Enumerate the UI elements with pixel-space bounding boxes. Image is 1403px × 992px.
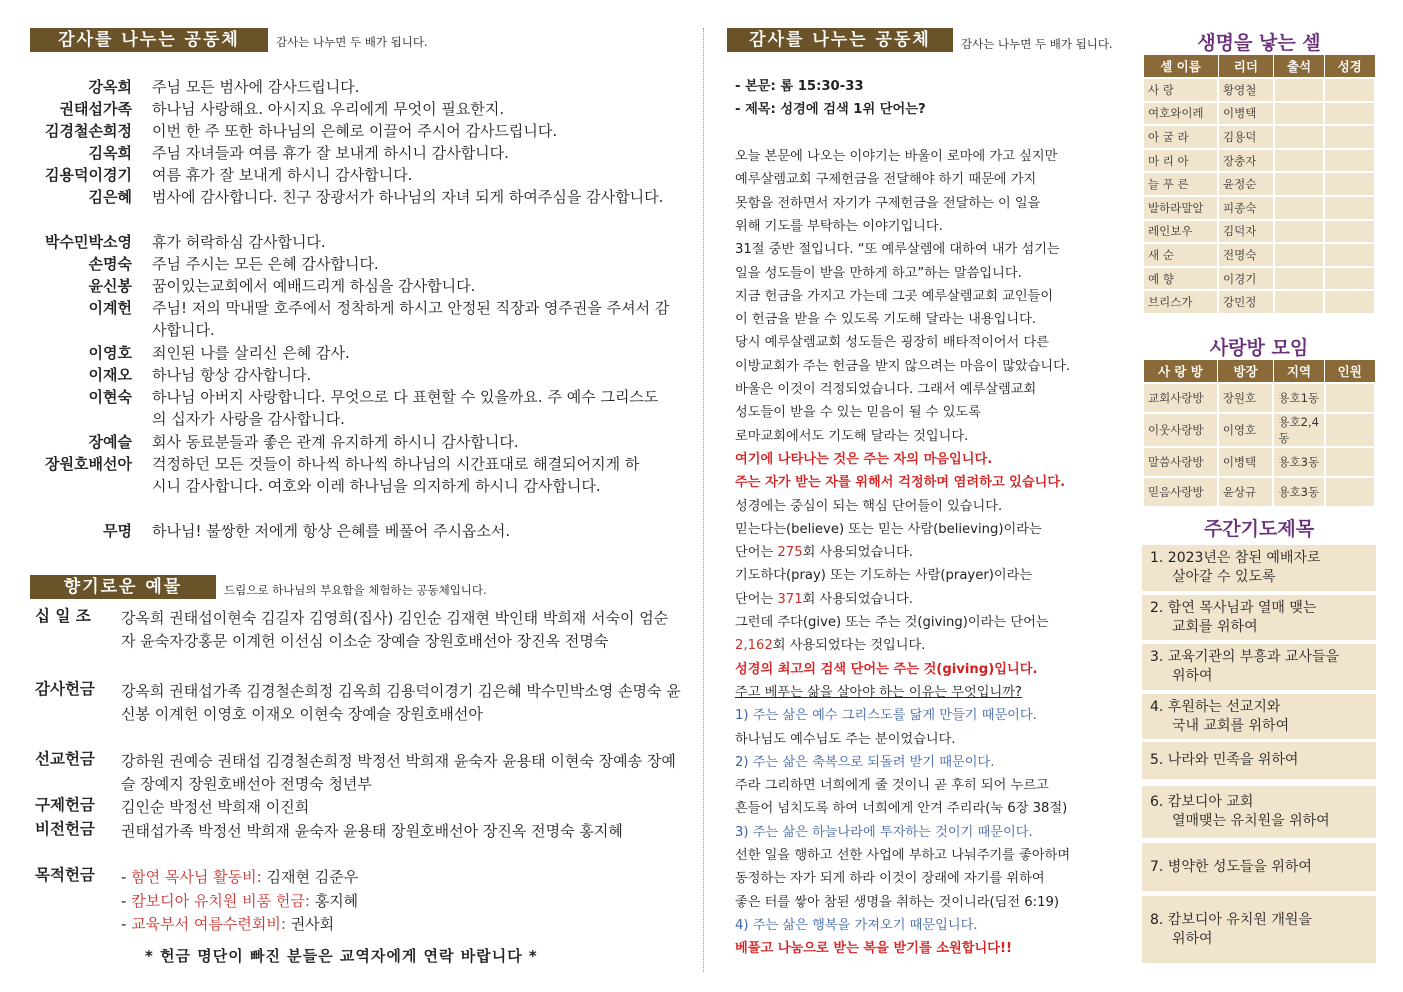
sermon-line: 성경의 최고의 검색 단어는 주는 것(giving)입니다. [735,661,1038,677]
cell-table-cell [1274,196,1325,220]
prayer-line-2: 열매맺는 유치원을 위하여 [1172,813,1330,829]
sermon-line: 로마교회에서도 기도해 달라는 것입니다. [735,428,969,444]
sermon-line: 여기에 나타나는 것은 주는 자의 마음입니다. [735,451,993,467]
room-table-row [1143,383,1375,413]
sermon-line: 주는 자가 받는 자를 위해서 걱정하며 염려하고 있습니다. [735,475,1066,491]
offering-names: 강옥희 권태섭가족 김경철손희정 김옥희 김용덕이경기 김은혜 박수민박소영 손명숙 윤신봉 이계헌 이영호 이재오 이현숙 장예슬 장원호배선아 [121,682,681,724]
purpose-dash: - [121,915,132,933]
thanks-text: 주님 자녀들과 여름 휴가 잘 보내게 하시니 감사합니다. [152,144,509,162]
sermon-line: 일을 성도들이 받을 만하게 하고”하는 말씀입니다. [735,265,1022,281]
room-table-row [1143,447,1375,477]
thanks-name: 강옥희 [88,78,132,96]
offering-names: 강옥희 권태섭이현숙 김길자 김영희(집사) 김인순 김재현 박인태 박희재 서숙이 엄순자 윤숙자강홍문 이계헌 이선심 이소순 장예슬 장원호배선아 장진옥 전명숙 [121,609,669,651]
offering-notice: * 헌금 명단이 빠진 분들은 교역자에게 연락 바랍니다 * [145,947,538,965]
offering-header-subtitle: 드림으로 하나님의 부요함을 체험하는 공동체입니다. [224,583,487,597]
cell-table-row [1143,125,1375,149]
cell-table-cell [1324,78,1375,102]
cell-table-header: 출석 [1274,55,1325,79]
room-table-cell: 용호3동 [1273,477,1324,507]
sermon-line: 2) 주는 삶은 축복으로 되돌려 받기 때문이다. [735,754,995,770]
cell-table-row [1143,267,1375,291]
purpose-names: 김재현 김준우 [261,868,359,886]
cell-table-header: 성경 [1324,55,1375,79]
cell-table-cell [1274,149,1325,173]
cell-section-title: 생명을 낳는 셀 [1197,32,1321,54]
cell-table-cell [1324,243,1375,267]
cell-table-row [1143,172,1375,196]
thanks-text: 하나님 항상 감사합니다. [152,366,312,384]
room-table-cell: 윤상규 [1218,477,1274,507]
cell-table-cell: 여호와이레 [1143,102,1218,126]
sermon-line: 3) 주는 삶은 하늘나라에 투자하는 것이기 때문이다. [735,824,1033,840]
offering-category: 목적헌금 [35,866,95,884]
thanks-name: 손명숙 [88,255,132,273]
thanks-name: 이계헌 [88,299,132,317]
thanks-name: 이현숙 [88,388,132,406]
thanks-text: 걱정하던 모든 것들이 하나씩 하나씩 하나님의 시간표대로 해결되어지게 하시니 감사합니다. 여호와 이레 하나님을 의지하게 하시니 감사합니다. [152,455,640,496]
sermon-line: 성경에는 중심이 되는 핵심 단어들이 있습니다. [735,498,1003,514]
cell-table-cell: 사 랑 [1143,78,1218,102]
sermon-count: 275 [777,545,803,561]
room-table-cell: 말씀사랑방 [1143,447,1218,477]
cell-table-cell [1324,267,1375,291]
thanks-header-title: 감사를 나누는 공동체 [30,28,268,52]
prayer-text [1150,858,1312,877]
thanks-name: 장예슬 [88,433,132,451]
cell-table-row [1143,149,1375,173]
sermon-line: 이방교회가 주는 헌금을 받지 않으려는 마음이 많았습니다. [735,358,1071,374]
thanks-text: 휴가 허락하심 감사합니다. [152,233,326,251]
cell-table-cell: 김덕자 [1218,220,1274,244]
cell-table-header: 셀 이름 [1143,55,1218,79]
cell-table-cell: 레인보우 [1143,220,1218,244]
prayer-text [1150,911,1312,949]
prayer-item [1142,896,1376,963]
cell-table-row [1143,196,1375,220]
cell-table-cell [1274,267,1325,291]
offering-names: 김인순 박정선 박희재 이진희 [121,798,310,816]
prayer-text [1150,793,1330,831]
thanks-text: 주님 주시는 모든 은혜 감사합니다. [152,255,379,273]
cell-table-header: 리더 [1218,55,1274,79]
sermon-line: 베풀고 나눔으로 받는 복을 받기를 소원합니다!! [735,941,1013,957]
prayer-item [1142,786,1376,838]
sermon-line: 예루살렘교회 구제헌금을 전달해야 하기 때문에 가지 [735,172,1037,188]
thanks-name: 장원호배선아 [45,455,132,473]
cell-table-cell [1324,220,1375,244]
prayer-text [1150,648,1339,686]
thanks-text: 하나님 아버지 사랑합니다. 무엇으로 다 표현할 수 있을까요. 주 예수 그리스도의 십자가 사랑을 감사합니다. [152,388,659,429]
thanks-name: 무명 [103,522,132,540]
sermon-count: 2,162 [735,638,773,654]
room-table-cell: 용호2,4동 [1273,413,1324,447]
cell-table-cell: 전명숙 [1218,243,1274,267]
sermon-line: 동정하는 자가 되게 하라 이것이 장래에 자기를 위하여 [735,871,1045,887]
prayer-line-2: 살아갈 수 있도록 [1172,569,1276,585]
thanks-text: 하나님 사랑해요. 아시지요 우리에게 무엇이 필요한지. [152,100,505,118]
prayer-item [1142,694,1376,739]
prayer-section-title: 주간기도제목 [1203,518,1315,540]
sermon-line: 단어는 371회 사용되었습니다. [735,591,913,607]
offering-category: 십 일 조 [35,607,91,625]
prayer-item [1142,843,1376,891]
cell-table-header-row [1143,55,1375,79]
sermon-line: 그런데 주다(give) 또는 주는 것(giving)이라는 단어는 [735,615,1049,630]
cell-table-cell: 강민정 [1218,290,1274,314]
cell-table-row [1143,78,1375,102]
thanks-text: 주님! 저의 막내딸 호주에서 정착하게 하시고 안정된 직장과 영주권을 주셔서 감사합니다. [152,299,670,340]
prayer-line-1: 6. 캄보디아 교회 [1150,794,1254,810]
prayer-line-1: 8. 캄보디아 유치원 개원을 [1150,911,1312,928]
cell-table-cell [1274,125,1325,149]
cell-table-cell [1324,149,1375,173]
cell-table-cell [1324,172,1375,196]
sermon-line: 이 헌금을 받을 수 있도록 기도해 달라는 내용입니다. [735,312,1037,328]
purpose-label: 캄보디아 유치원 비품 헌금: [131,891,310,910]
sermon-line: 못함을 전하면서 자기가 구제헌금을 전달하는 이 일을 [735,195,1041,211]
thanks-name: 박수민박소영 [45,233,132,251]
sermon-line: 믿는다는(believe) 또는 믿는 사람(believing)이라는 [735,521,1042,537]
room-table-header: 인원 [1325,360,1376,384]
cell-table-cell: 발하라말알 [1143,196,1218,220]
sermon-line: 위해 기도를 부탁하는 이야기입니다. [735,218,943,234]
thanks-text: 회사 동료분들과 좋은 관계 유지하게 하시니 감사합니다. [152,433,519,451]
room-table-cell: 용호3동 [1273,447,1324,477]
cell-table-cell: 늘 푸 른 [1143,172,1218,196]
cell-table-cell [1274,102,1325,126]
offering-header-title: 향기로운 예물 [30,575,216,599]
sermon-line: 지금 헌금을 가지고 가는데 그곳 예루살렘교회 교인들이 [735,288,1054,304]
prayer-item [1142,644,1376,690]
prayer-text [1150,549,1321,587]
thanks-name: 권태섭가족 [59,100,132,118]
thanks-name: 김은혜 [88,188,132,206]
prayer-line-1: 3. 교육기관의 부흥과 교사들을 [1150,649,1339,665]
purpose-names: 홍지혜 [309,891,359,910]
cell-table-cell [1274,220,1325,244]
offering-names: 강하원 권예승 권태섭 김경철손희정 박정선 박희재 윤숙자 윤용태 이현숙 장예송 장예슬 장예지 장원호배선아 전명숙 청년부 [121,752,676,794]
thanks-name: 이재오 [88,366,132,384]
sermon-line: 하나님도 예수님도 주는 분이었습니다. [735,731,956,747]
prayer-item [1142,545,1376,591]
prayer-item [1142,742,1376,779]
room-table-cell: 용호1동 [1273,383,1324,413]
prayer-line-2: 교회를 위하여 [1172,618,1258,635]
sermon-line: 바울은 이것이 걱정되었습니다. 그래서 예루살렘교회 [735,382,1037,397]
room-table-cell: 장원호 [1218,383,1274,413]
sermon-line: 주라 그리하면 너희에게 줄 것이니 곧 후히 되어 누르고 [735,778,1049,794]
cell-table-row [1143,243,1375,267]
purpose-dash: - [121,891,132,910]
sermon-line: 2,162회 사용되었다는 것입니다. [735,638,926,654]
prayer-line-2: 위하여 [1172,930,1213,947]
room-table-cell [1325,413,1376,447]
sermon-line: 당시 예루살렘교회 성도들은 굉장히 배타적이어서 다른 [735,335,1049,351]
room-table-cell: 이병택 [1218,447,1274,477]
purpose-offering-row [121,913,681,936]
cell-table-cell: 이병택 [1218,102,1274,126]
cell-table-cell [1324,290,1375,314]
cell-table-cell: 새 순 [1143,243,1218,267]
cell-table-cell: 피종숙 [1218,196,1274,220]
thanks-text: 주님 모든 범사에 감사드립니다. [152,78,360,96]
prayer-line-2: 위하여 [1172,668,1213,684]
offering-category: 선교헌금 [35,750,95,768]
cell-table-cell [1324,196,1375,220]
purpose-offering-row [121,890,681,913]
prayer-text [1150,698,1289,736]
thanks-name: 김용덕이경기 [45,166,132,184]
thanks-text: 꿈이있는교회에서 예배드리게 하심을 감사합니다. [152,277,476,295]
purpose-offering-row [121,866,681,889]
cell-table-cell [1274,172,1325,196]
sermon-line: 4) 주는 삶은 행복을 가져오기 때문입니다. [735,917,978,933]
cell-table-cell [1274,290,1325,314]
room-table-header-row [1143,360,1375,384]
room-table-header: 지역 [1273,360,1324,384]
cell-table-cell: 김용덕 [1218,125,1274,149]
cell-table-row [1143,220,1375,244]
cell-table-cell: 아 굴 라 [1143,125,1218,149]
room-table-cell: 이웃사랑방 [1143,413,1218,447]
cell-table-row [1143,102,1375,126]
sermon-line: 성도들이 받을 수 있는 믿음이 될 수 있도록 [735,405,981,421]
offering-category: 구제헌금 [35,796,95,814]
prayer-line-1: 1. 2023년은 참된 예배자로 [1150,550,1321,566]
thanks-name: 김옥희 [88,144,132,162]
sermon-count: 371 [777,591,803,607]
cell-table-cell [1274,78,1325,102]
thanks-name: 김경철손희정 [45,122,132,140]
cell-table-cell: 마 리 아 [1143,149,1218,173]
purpose-label: 함연 목사님 활동비: [131,868,262,886]
purpose-names: 권사회 [285,915,335,933]
cell-table-cell: 황영철 [1218,78,1274,102]
room-table-cell: 이영호 [1218,413,1274,447]
thanks-name: 윤신봉 [88,277,132,295]
cell-table-cell: 이경기 [1218,267,1274,291]
room-table-header: 방장 [1218,360,1274,384]
offering-names: 권태섭가족 박정선 박희재 윤숙자 윤용태 장원호배선아 장진옥 전명숙 홍지혜 [121,822,623,840]
room-table-cell [1325,383,1376,413]
room-section-title: 사랑방 모임 [1209,337,1309,359]
cell-table-cell: 브리스가 [1143,290,1218,314]
purpose-label: 교육부서 여름수련회비: [131,915,286,933]
sermon-line: 단어는 275회 사용되었습니다. [735,545,913,561]
room-table-cell: 믿음사랑방 [1143,477,1218,507]
sermon-line: 좋은 터를 쌓아 참된 생명을 취하는 것이니라(딤전 6:19) [735,894,1060,910]
column-divider [703,28,704,972]
cell-table-cell: 장충자 [1218,149,1274,173]
thanks-text: 죄인된 나를 살리신 은혜 감사. [152,344,350,362]
room-table-row [1143,413,1375,447]
thanks-text: 이번 한 주 또한 하나님의 은혜로 이끌어 주시어 감사드립니다. [152,122,558,140]
cell-table-row [1143,290,1375,314]
offering-category: 감사헌금 [35,680,95,698]
cell-table-cell: 예 향 [1143,267,1218,291]
sermon-header-title: 감사를 나누는 공동체 [727,28,953,52]
prayer-line-2: 국내 교회를 위하여 [1172,717,1290,734]
room-table-cell [1325,447,1376,477]
sermon-title: - 제목: 성경에 검색 1위 단어는? [735,102,926,117]
cell-table [1142,54,1376,315]
prayer-text [1150,751,1298,770]
prayer-line-1: 7. 병약한 성도들을 위하여 [1150,858,1312,875]
room-table-row [1143,477,1375,507]
sermon-line: 오늘 본문에 나오는 이야기는 바울이 로마에 가고 싶지만 [735,149,1058,164]
prayer-line-1: 5. 나라와 민족을 위하여 [1150,752,1299,768]
prayer-text [1150,599,1316,637]
sermon-line: 선한 일을 행하고 선한 사업에 부하고 나눠주기를 좋아하며 [735,848,1071,863]
room-table-header: 사 랑 방 [1143,360,1218,384]
cell-table-cell [1274,243,1325,267]
thanks-text: 여름 휴가 잘 보내게 하시니 감사합니다. [152,166,413,184]
room-table [1142,359,1376,508]
cell-table-cell [1324,102,1375,126]
sermon-header-subtitle: 감사는 나누면 두 배가 됩니다. [961,37,1113,51]
room-table-cell: 교회사랑방 [1143,383,1218,413]
offering-category: 비전헌금 [35,820,95,838]
thanks-text: 하나님! 불쌍한 저에게 항상 은혜를 베풀어 주시옵소서. [152,522,511,540]
thanks-header-subtitle: 감사는 나누면 두 배가 됩니다. [276,35,428,49]
prayer-item [1142,595,1376,640]
prayer-line-1: 2. 함연 목사님과 열매 맺는 [1150,599,1317,616]
sermon-line: 주고 베푸는 삶을 살아야 하는 이유는 무엇입니까? [735,684,1022,700]
sermon-text-ref: - 본문: 롬 15:30-33 [735,79,864,94]
sermon-line: 흔들어 넘치도록 하여 너희에게 안겨 주리라(눅 6장 38절) [735,801,1068,817]
thanks-name: 이영호 [88,344,132,362]
prayer-line-1: 4. 후원하는 선교지와 [1150,698,1281,715]
sermon-line: 기도하다(pray) 또는 기도하는 사람(prayer)이라는 [735,568,1033,584]
sermon-line: 1) 주는 삶은 예수 그리스도를 닮게 만들기 때문이다. [735,708,1037,724]
thanks-text: 범사에 감사합니다. 친구 장광서가 하나님의 자녀 되게 하여주심을 감사합니다. [152,188,664,206]
sermon-line: 31절 중반 절입니다. “또 예루살렘에 대하여 내가 섬기는 [735,242,1060,258]
purpose-dash: - [121,868,132,886]
room-table-cell [1325,477,1376,507]
cell-table-cell [1324,125,1375,149]
cell-table-cell: 윤정순 [1218,172,1274,196]
